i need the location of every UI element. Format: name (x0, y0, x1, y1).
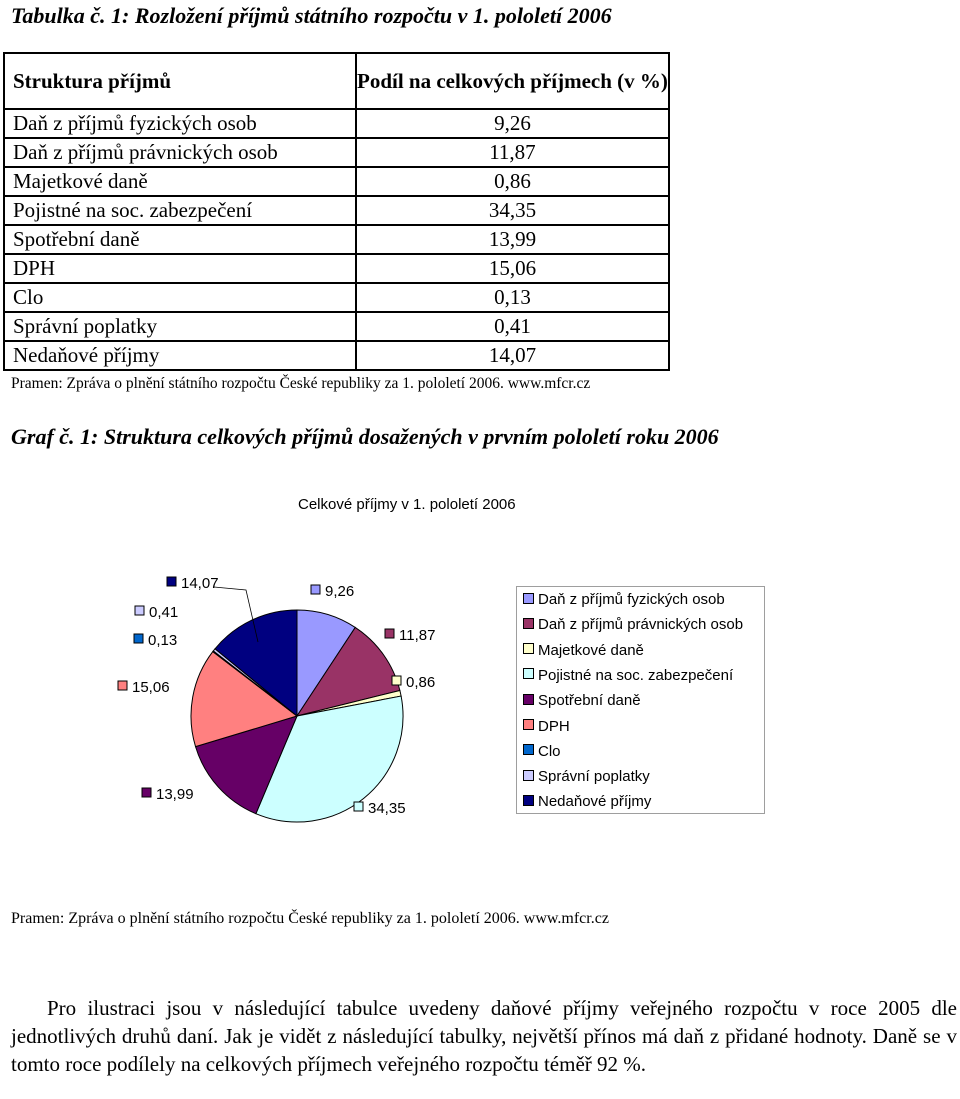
legend-swatch (523, 719, 534, 730)
data-label: 9,26 (325, 583, 355, 600)
legend-swatch (523, 795, 534, 806)
legend-item (523, 743, 561, 763)
table-header-structure: Struktura příjmů (4, 53, 356, 109)
legend-item (523, 718, 570, 738)
row-value: 14,07 (356, 341, 669, 370)
data-label-key (142, 788, 151, 797)
legend-item (523, 642, 644, 662)
legend-item (523, 793, 651, 813)
row-value: 13,99 (356, 225, 669, 254)
chart-title: Celkové příjmy v 1. pololetí 2006 (298, 496, 516, 513)
table-row (4, 283, 669, 312)
row-value: 15,06 (356, 254, 669, 283)
legend-label: Správní poplatky (538, 768, 650, 786)
data-label: 14,07 (181, 575, 219, 592)
legend-item (523, 591, 725, 611)
legend-label: Daň z příjmů fyzických osob (538, 591, 725, 608)
table-row (4, 254, 669, 283)
legend-item (523, 768, 650, 788)
row-label: DPH (4, 254, 356, 283)
row-label: Daň z příjmů fyzických osob (4, 109, 356, 138)
legend-label: DPH (538, 717, 570, 735)
row-value: 11,87 (356, 138, 669, 167)
row-value: 34,35 (356, 196, 669, 225)
data-label: 0,41 (149, 604, 179, 621)
revenue-table (3, 52, 670, 371)
table-row (4, 312, 669, 341)
legend-item (523, 616, 743, 636)
table-row (4, 167, 669, 196)
legend-swatch (523, 618, 534, 629)
legend-swatch (523, 744, 534, 755)
table-row (4, 225, 669, 254)
row-value: 9,26 (356, 109, 669, 138)
table-row (4, 109, 669, 138)
row-label: Majetkové daně (4, 167, 356, 196)
legend-label: Clo (538, 742, 561, 760)
table-caption: Tabulka č. 1: Rozložení příjmů státního rozpočtu v 1. pololetí 2006 (11, 3, 612, 28)
data-label: 0,13 (148, 632, 178, 649)
pie-chart (0, 560, 520, 840)
table-row (4, 341, 669, 370)
data-label-key (354, 802, 363, 811)
legend-label: Daň z příjmů právnických osob (538, 616, 744, 634)
legend-item (523, 692, 641, 712)
data-label: 11,87 (399, 627, 436, 644)
row-label: Pojistné na soc. zabezpečení (4, 196, 356, 225)
data-label-key (135, 606, 144, 615)
row-label: Nedaňové příjmy (4, 341, 356, 370)
row-value: 0,86 (356, 167, 669, 196)
legend-label: Majetkové daně (538, 641, 644, 659)
data-label-key (392, 676, 401, 685)
legend-swatch (523, 643, 534, 654)
row-label: Správní poplatky (4, 312, 356, 341)
legend-swatch (523, 593, 534, 604)
row-value: 0,13 (356, 283, 669, 312)
table-header-row (4, 53, 669, 109)
data-label: 15,06 (132, 679, 170, 696)
graph-caption: Graf č. 1: Struktura celkových příjmů dosažených v prvním pololetí roku 2006 (11, 424, 719, 449)
legend-swatch (523, 770, 534, 781)
table-row (4, 138, 669, 167)
row-label: Clo (4, 283, 356, 312)
chart-source: Pramen: Zpráva o plnění státního rozpočtu České republiky za 1. pololetí 2006. www.mfcr.cz (11, 910, 609, 927)
legend-item (523, 667, 733, 687)
legend-label: Pojistné na soc. zabezpečení (538, 666, 734, 684)
table-source: Pramen: Zpráva o plnění státního rozpočtu České republiky za 1. pololetí 2006. www.mfcr.cz (11, 375, 591, 392)
data-label-key (385, 629, 394, 638)
data-label-key (167, 577, 176, 586)
data-label-key (311, 585, 320, 594)
data-label: 34,35 (368, 800, 406, 817)
legend-swatch (523, 694, 534, 705)
legend-swatch (523, 668, 534, 679)
data-label: 13,99 (156, 786, 194, 803)
row-value: 0,41 (356, 312, 669, 341)
table-row (4, 196, 669, 225)
row-label: Daň z příjmů právnických osob (4, 138, 356, 167)
row-label: Spotřební daně (4, 225, 356, 254)
legend-label: Spotřební daně (538, 692, 641, 710)
data-label-key (134, 634, 143, 643)
table-header-share: Podíl na celkových příjmech (v %) (356, 53, 669, 109)
body-paragraph: Pro ilustraci jsou v následující tabulce uvedeny daňové příjmy veřejného rozpočtu v roce 2005 dle jednotlivých druhů daní. Jak je vidět z následující tabulky, největší přínos má daň z přidané hodnoty. Daně se v tomto roce podílely na celkových příjmech veřejného rozpočtu téměř 92 %. (11, 996, 957, 1076)
chart-legend (516, 586, 765, 814)
data-label: 0,86 (406, 674, 436, 691)
data-label-key (118, 681, 127, 690)
legend-label: Nedaňové příjmy (538, 793, 652, 811)
